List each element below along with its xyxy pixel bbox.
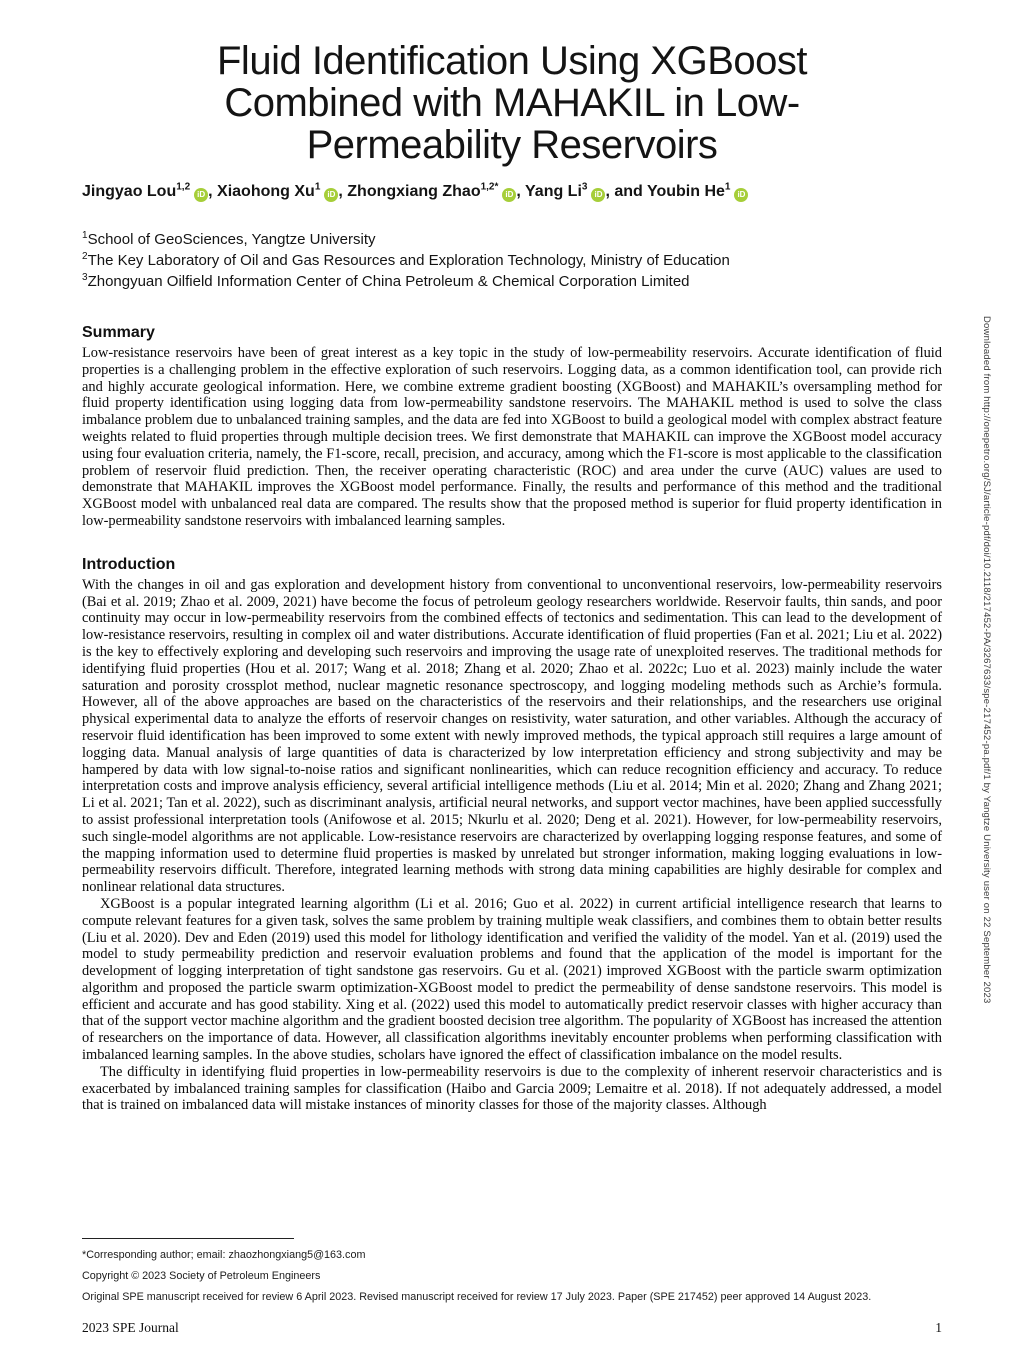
orcid-id-label: iD bbox=[737, 190, 746, 199]
orcid-id-label: iD bbox=[505, 190, 514, 199]
author-affiliation-sup: 1,2 bbox=[176, 181, 191, 193]
download-watermark: Downloaded from http://onepetro.org/SJ/article-pdf/doi/10.2118/217452-PA/3267633/spe-217452-pa.pdf/1 by Yangtze University user on 22 September 2023 bbox=[981, 316, 992, 1004]
author-4 bbox=[525, 183, 647, 200]
author-affiliation-sup: 3 bbox=[581, 181, 588, 193]
affiliation-2 bbox=[82, 250, 942, 271]
page-title bbox=[82, 40, 942, 166]
author-affiliation-sup: 1 bbox=[314, 181, 321, 193]
affiliation-text: Zhongyuan Oilfield Information Center of China Petroleum & Chemical Corporation Limited bbox=[87, 273, 690, 290]
introduction-paragraph-1: With the changes in oil and gas exploration and development history from conventional to unconventional reservoirs, low-permeability reservoirs (Bai et al. 2019; Zhao et al. 2009, 2021) have become the focus of petroleum geology researchers worldwide. Reservoir faults, thin sands, and poor continuity may occur in low-permeability reservoirs from the combined effects of tectonics and sedimentation. This can lead to the development of low-resistance reservoirs, resulting in complex oil and water distributions. Accurate identification of fluid properties (Fan et al. 2021; Liu et al. 2022) is the key to effectively exploring and developing such reservoirs and improving the usage rate of unexploited reserves. The traditional methods for identifying fluid properties (Hou et al. 2017; Wang et al. 2018; Zhang et al. 2020; Zhao et al. 2022c; Luo et al. 2023) mainly include the water saturation and porosity crossplot method, nuclear magnetic resonance spectroscopy, and logging modeling methods such as Archie’s formula. However, all of the above approaches are based on the characteristics of the reservoirs and their relationships, and the researchers use original physical experimental data to analyze the efforts of reservoir changes on resistivity, water saturation, and other variables. Although the accuracy of reservoir fluid identification has been improved to some extent with newly improved methods, the typical approach still requires a large amount of logging data. Manual analysis of large quantities of data is characterized by low interpretation efficiency and strong subjectivity and may be hampered by data with low signal-to-noise ratios and significant nonlinearities, which can reduce recognition efficiency and accuracy. To reduce interpretation costs and improve analysis efficiency, several artificial intelligence methods (Liu et al. 2014; Min et al. 2020; Zhang and Zhang 2021; Li et al. 2021; Tan et al. 2022), such as discriminant analysis, artificial neural networks, and support vector machines, have been applied successfully to assist professional interpretation tools (Anifowose et al. 2015; Nkurlu et al. 2020; Deng et al. 2021). However, for low-permeability reservoirs, such single-model algorithms are not applicable. Low-resistance reservoirs are characterized by overlapping logging response features, and some of the mapping information used to determine fluid properties is masked by unrelated but stronger information, making logging evaluations in low-permeability reservoirs difficult. Therefore, integrated learning methods with strong data mining capabilities are highly desirable for complex and nonlinear relational data structures. bbox=[82, 576, 942, 896]
author-3 bbox=[347, 183, 525, 200]
orcid-icon bbox=[734, 188, 748, 202]
orcid-id-label: iD bbox=[594, 190, 603, 199]
journal-name: 2023 SPE Journal bbox=[82, 1320, 179, 1335]
footnotes-block bbox=[82, 1249, 942, 1312]
author-separator: , bbox=[208, 183, 218, 200]
affiliation-text: School of GeoSciences, Yangtze University bbox=[87, 231, 376, 248]
author-separator: , and bbox=[605, 183, 647, 200]
author-1 bbox=[82, 183, 217, 200]
footnote-corresponding-author: *Corresponding author; email: zhaozhongxiang5@163.com bbox=[82, 1249, 366, 1261]
affiliation-text: The Key Laboratory of Oil and Gas Resources and Exploration Technology, Ministry of Education bbox=[87, 252, 730, 269]
author-name: Youbin He bbox=[646, 183, 725, 200]
orcid-icon bbox=[502, 188, 516, 202]
author-affiliation-sup: 1,2* bbox=[480, 181, 499, 193]
footnote-copyright: Copyright © 2023 Society of Petroleum Engineers bbox=[82, 1270, 321, 1282]
author-name: Yang Li bbox=[525, 183, 582, 200]
author-affiliation-sup: 1 bbox=[724, 181, 731, 193]
affiliation-sup: 3 bbox=[82, 272, 88, 283]
author-2 bbox=[217, 183, 347, 200]
summary-heading: Summary bbox=[82, 324, 155, 341]
orcid-icon bbox=[591, 188, 605, 202]
author-5 bbox=[647, 183, 748, 200]
orcid-icon bbox=[194, 188, 208, 202]
orcid-id-label: iD bbox=[327, 190, 336, 199]
orcid-id-label: iD bbox=[197, 190, 206, 199]
affiliation-sup: 2 bbox=[82, 251, 88, 262]
affiliations-block bbox=[82, 229, 942, 292]
orcid-icon bbox=[324, 188, 338, 202]
author-separator: , bbox=[516, 183, 525, 200]
introduction-paragraph-3: The difficulty in identifying fluid properties in low-permeability reservoirs is due to the complexity of inherent reservoir characteristics and is exacerbated by imbalanced training samples for classification (Haibo and Garcia 2009; Lemaitre et al. 2018). If not adequately addressed, a model that is trained on imbalanced data will mistake instances of minority classes for those of the majority classes. Although bbox=[82, 1063, 942, 1114]
author-line bbox=[82, 183, 942, 202]
summary-paragraph: Low-resistance reservoirs have been of great interest as a key topic in the study of low-permeability reservoirs. Accurate identification of fluid properties is a challenging problem in the effective exploration of such reservoirs. Logging data, as a common identification tool, can provide rich and highly accurate geological information. Here, we combine extreme gradient boosting (XGBoost) and MAHAKIL’s oversampling method for fluid property identification using logging data from low-permeability sandstone reservoirs. The MAHAKIL method is used to solve the class imbalance problem due to unbalanced training samples, and the data are fed into XGBoost to build a geological model with complex abstract feature weights related to fluid properties through multiple decision trees. We first demonstrate that MAHAKIL can improve the XGBoost model accuracy using four evaluation criteria, namely, the F1-score, recall, precision, and accuracy, among which the F1-score is most applicable to the classification problem of reservoir fluid prediction. Then, the receiver operating characteristic (ROC) and area under the curve (AUC) values are used to demonstrate that MAHAKIL improves the XGBoost model performance. Finally, the results and performance of this method and the traditional XGBoost model with unbalanced real data are compared. The results show that the proposed method is superior for fluid property identification in low-permeability sandstone reservoirs with imbalanced learning samples. bbox=[82, 345, 942, 529]
affiliation-3 bbox=[82, 271, 942, 292]
footnote-manuscript-history: Original SPE manuscript received for review 6 April 2023. Revised manuscript received for review 17 July 2023. Paper (SPE 217452) peer approved 14 August 2023. bbox=[82, 1291, 872, 1303]
affiliation-1 bbox=[82, 229, 942, 250]
page-footer bbox=[82, 1320, 942, 1336]
introduction-paragraph-2: XGBoost is a popular integrated learning algorithm (Li et al. 2016; Guo et al. 2022) in current artificial intelligence research that learns to compute relevant features for a given task, solves the same problem by training multiple weak classifiers, and combines them to obtain better results (Liu et al. 2020). Dev and Eden (2019) used this model for lithology identification and verified the validity of the model. Yan et al. (2019) used the model to study permeability prediction and reservoir evaluation problems and found that the application of the model is important for the development of logging interpretation of tight sandstone gas reservoirs. Gu et al. (2021) improved XGBoost with the particle swarm optimization algorithm and proposed the particle swarm optimization-XGBoost model to predict the permeability of dense sandstone reservoirs. This model is efficient and accurate and has good stability. Xing et al. (2022) used this model to automatically predict reservoir classes with higher accuracy than that of the support vector machine algorithm and the gradient boosted decision tree algorithm. The popularity of XGBoost has increased the attention of researchers on the importance of data. However, all classification algorithms inevitably encounter problems when performing classification with imbalanced learning samples. In the above studies, scholars have ignored the effect of classification imbalance on the model results. bbox=[82, 895, 942, 1064]
author-name: Xiaohong Xu bbox=[217, 183, 315, 200]
affiliation-sup: 1 bbox=[82, 230, 88, 241]
introduction-heading: Introduction bbox=[82, 555, 176, 573]
page-number: 1 bbox=[935, 1320, 942, 1335]
author-name: Zhongxiang Zhao bbox=[347, 183, 481, 200]
footnote-divider bbox=[82, 1238, 294, 1239]
title-line-3: Permeability Reservoirs bbox=[306, 123, 718, 167]
title-line-2: Combined with MAHAKIL in Low- bbox=[224, 81, 800, 125]
author-separator: , bbox=[338, 183, 348, 200]
author-name: Jingyao Lou bbox=[82, 183, 177, 200]
title-line-1: Fluid Identification Using XGBoost bbox=[217, 39, 807, 83]
